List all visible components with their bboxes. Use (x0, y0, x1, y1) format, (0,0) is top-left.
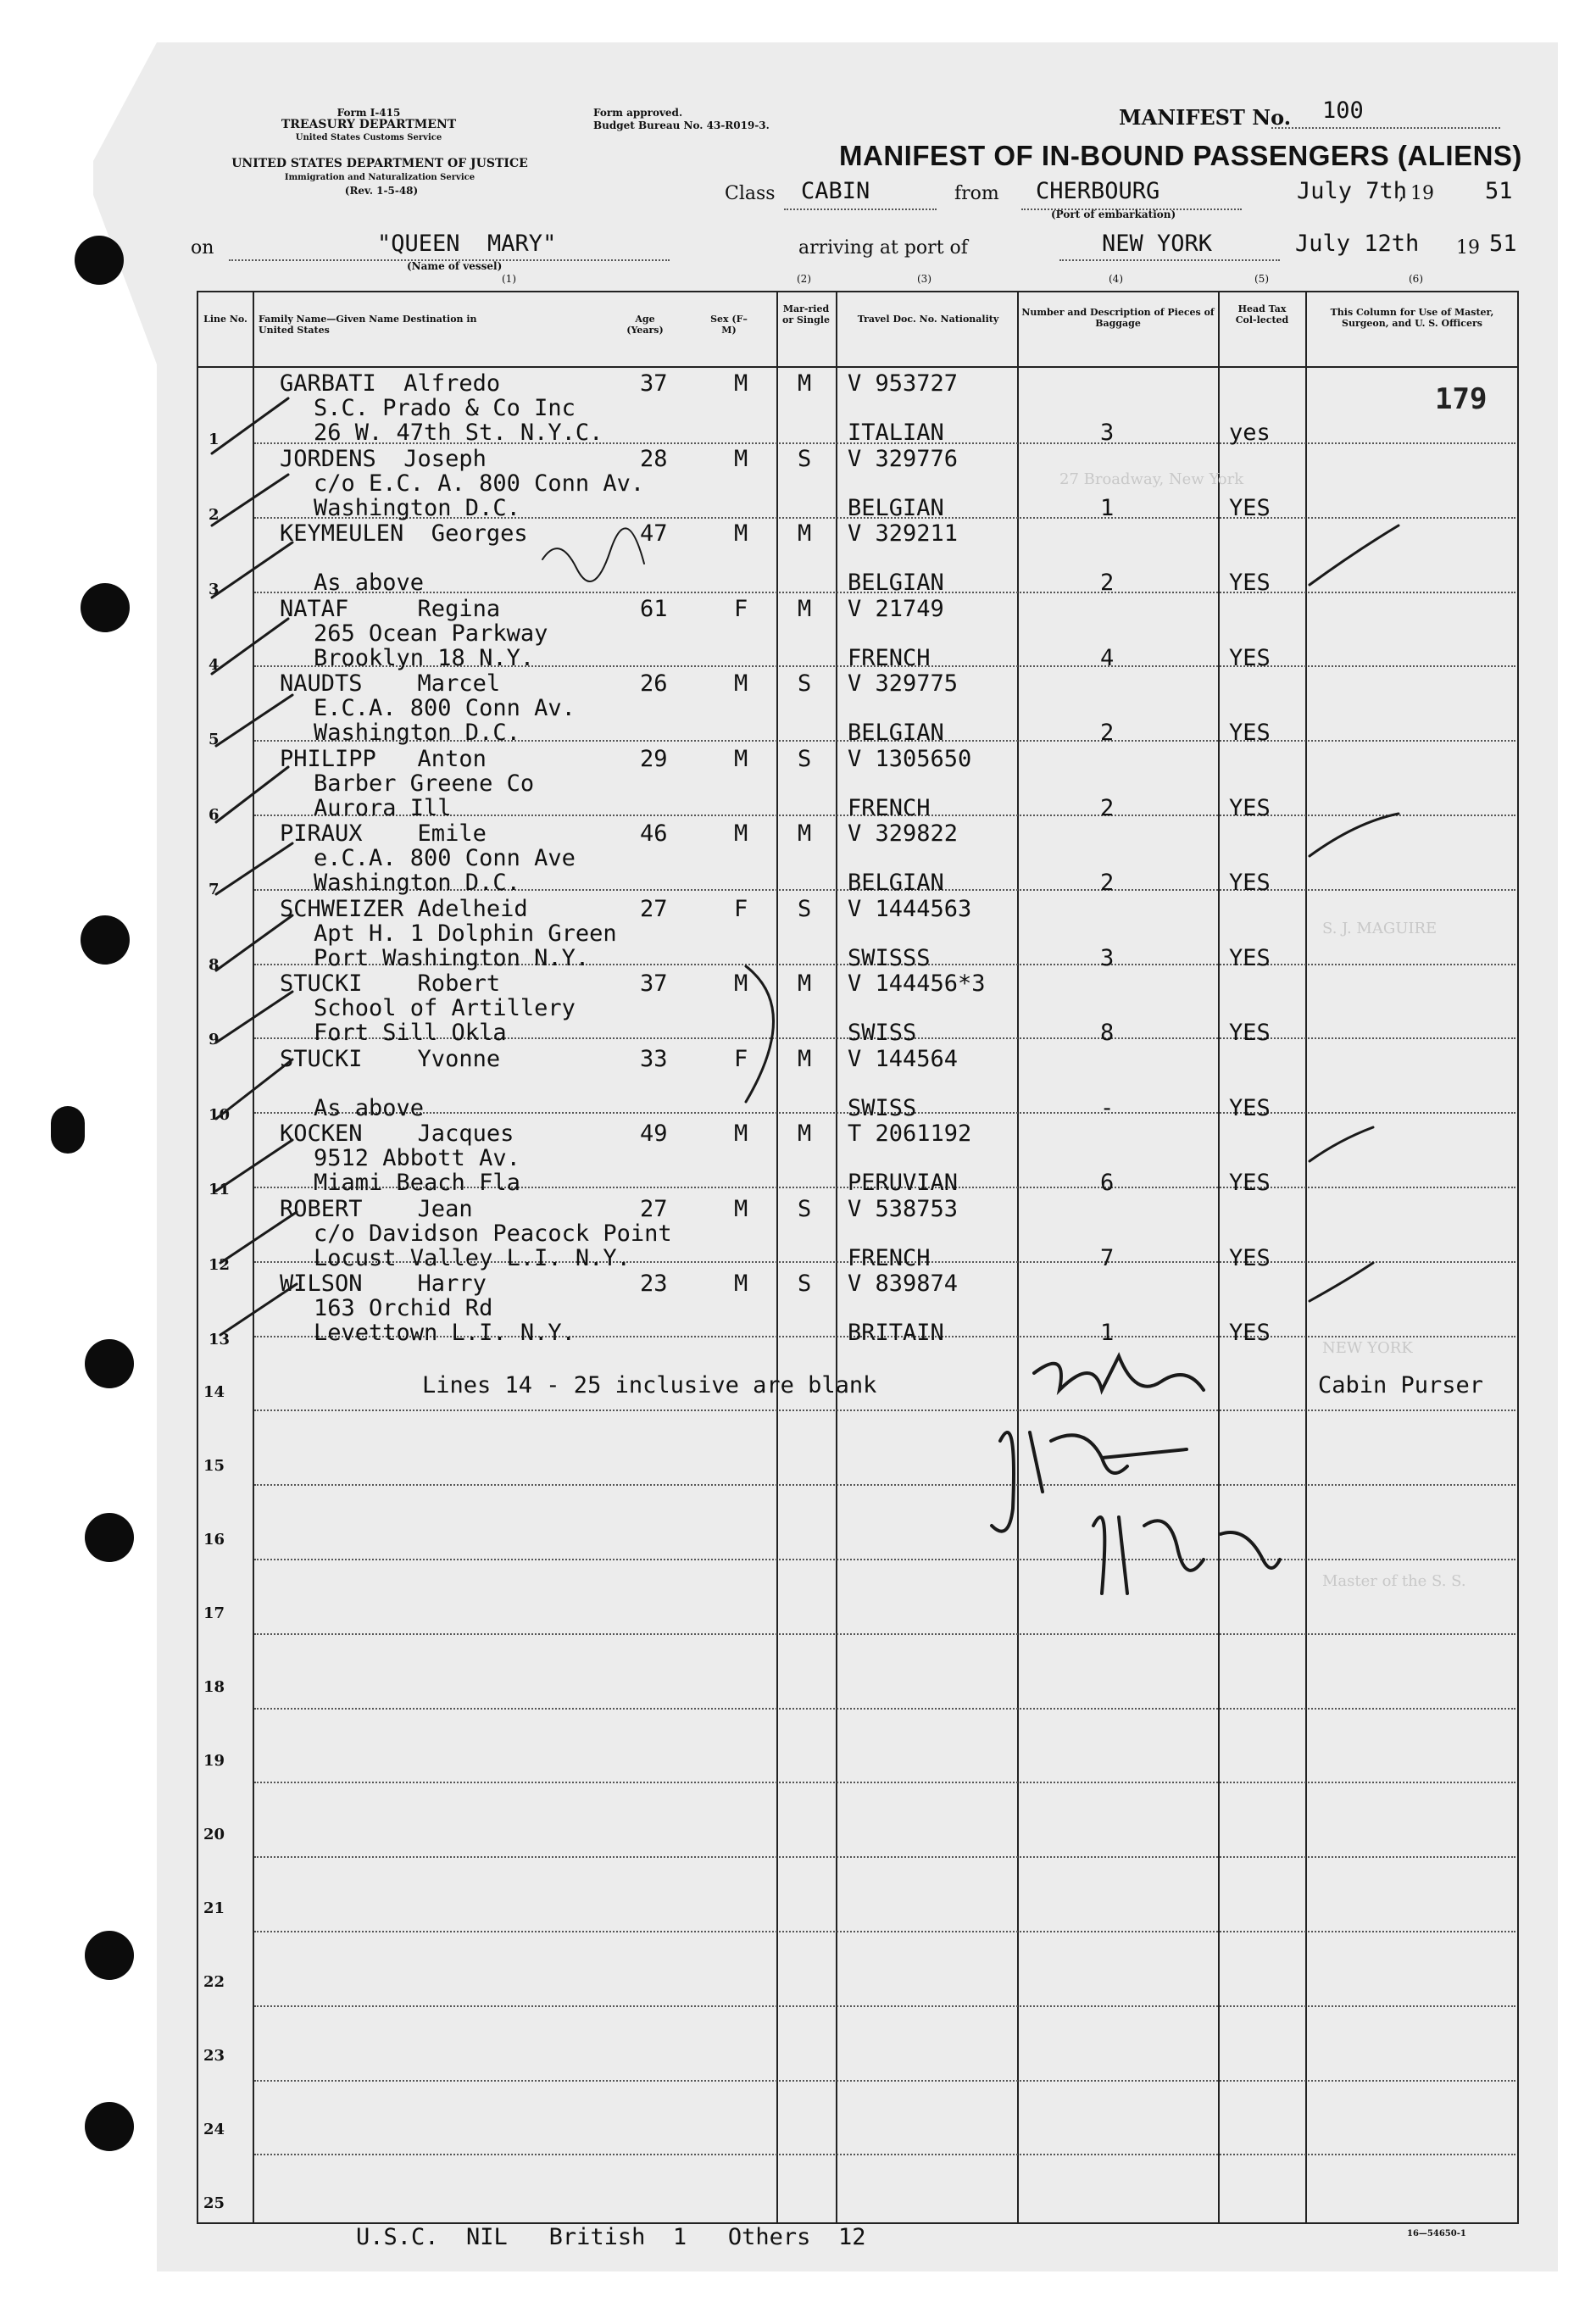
nationality: FRENCH (848, 1244, 931, 1271)
destination-line-2: Levettown L.I. N.Y. (314, 1320, 576, 1346)
class-label: Class (725, 183, 776, 204)
baggage-count: 7 (1100, 1244, 1115, 1271)
destination-line-1: School of Artillery (314, 995, 576, 1021)
sex: M (734, 1271, 748, 1297)
officer-check (1310, 814, 1399, 856)
travel-doc-no: V 538753 (848, 1195, 959, 1222)
age: 33 (640, 1045, 668, 1072)
destination-line-2: As above (314, 570, 425, 596)
travel-doc-no: V 839874 (848, 1271, 959, 1297)
manifest-number: 100 (1322, 97, 1364, 124)
nationality: BRITAIN (848, 1320, 944, 1346)
check-mark (212, 542, 292, 598)
line-number: 6 (209, 805, 220, 824)
blank-line-number: 19 (203, 1752, 225, 1770)
blank-line-number: 20 (203, 1826, 225, 1843)
destination-line-1: c/o Davidson Peacock Point (314, 1220, 672, 1247)
check-mark (216, 843, 292, 894)
officer-stamp-179 (1435, 382, 1487, 416)
head-tax: YES (1229, 1320, 1271, 1346)
on-label: on (191, 237, 214, 259)
page-title: MANIFEST OF IN-BOUND PASSENGERS (ALIENS) (839, 140, 1522, 171)
baggage-count: 2 (1100, 570, 1115, 596)
destination-line-2: Port Washington N.Y. (314, 944, 590, 971)
line-number: 7 (209, 881, 220, 898)
marital-status: M (798, 520, 812, 547)
line-number: 1 (209, 431, 220, 448)
baggage-count: 3 (1100, 420, 1115, 446)
head-tax: YES (1229, 1170, 1271, 1196)
class-value: CABIN (801, 178, 870, 204)
marital-status: M (798, 370, 812, 397)
nationality: FRENCH (848, 794, 931, 821)
marital-status: M (798, 970, 812, 997)
purser-title: Cabin Purser (1318, 1372, 1484, 1398)
line-number: 5 (209, 731, 220, 748)
line-number: 11 (209, 1181, 231, 1198)
age: 27 (640, 895, 668, 922)
check-mark (216, 767, 288, 822)
baggage-count: 2 (1100, 870, 1115, 896)
passenger-name: KOCKEN Jacques (280, 1120, 514, 1147)
col-header-baggage: Number and Description of Pieces of Baggage (1021, 307, 1215, 329)
marital-status: S (798, 745, 812, 772)
travel-doc-no: V 144456*3 (848, 970, 986, 997)
destination-line-2: Fort Sill Okla (314, 1020, 507, 1046)
col-header-officers: This Column for Use of Master, Surgeon, and U. S. Officers (1330, 307, 1494, 329)
nationality: SWISS (848, 1094, 917, 1121)
destination-line-1: 265 Ocean Parkway (314, 620, 548, 647)
nationality: ITALIAN (848, 420, 944, 446)
head-tax: YES (1229, 1244, 1271, 1271)
travel-doc-no: V 1444563 (848, 895, 972, 922)
age: 27 (640, 1195, 668, 1222)
arrival-year: 51 (1489, 231, 1517, 257)
sex: M (734, 370, 748, 397)
destination-line-1: 163 Orchid Rd (314, 1295, 493, 1321)
form-approved: Form approved. (593, 107, 683, 119)
sex: M (734, 820, 748, 847)
officer-check (1310, 1263, 1373, 1301)
treasury-department: TREASURY DEPARTMENT (281, 118, 457, 131)
travel-doc-no: V 329822 (848, 820, 959, 847)
check-mark (216, 915, 292, 970)
officer-check (1310, 525, 1399, 585)
col-number-6: (6) (1409, 273, 1423, 285)
destination-line-2: As above (314, 1094, 425, 1121)
show-through-text: NEW YORK (1322, 1339, 1413, 1357)
age: 29 (640, 745, 668, 772)
col-number-5: (5) (1254, 273, 1269, 285)
passenger-name: STUCKI Robert (280, 970, 501, 997)
passenger-name: WILSON Harry (280, 1271, 487, 1297)
destination-line-1: c/o E.C. A. 800 Conn Av. (314, 470, 645, 497)
destination-line-2: Miami Beach Fla (314, 1170, 520, 1196)
travel-doc-no: V 21749 (848, 595, 944, 622)
sex: F (734, 1045, 748, 1072)
sex: M (734, 445, 748, 472)
signature-initials (1093, 1517, 1280, 1593)
check-mark (216, 1140, 292, 1191)
department-of-justice: UNITED STATES DEPARTMENT OF JUSTICE (231, 157, 528, 170)
passenger-name: PHILIPP Anton (280, 745, 487, 772)
baggage-count: 3 (1100, 944, 1115, 971)
manifest-number-label: MANIFEST No. (1119, 105, 1292, 130)
year-prefix-1: , 19 (1399, 183, 1434, 204)
sex: M (734, 1120, 748, 1147)
vessel-caption: (Name of vessel) (407, 260, 503, 272)
marital-status: S (798, 895, 812, 922)
age: 37 (640, 970, 668, 997)
nationality: SWISSS (848, 944, 931, 971)
passenger-name: NAUDTS Marcel (280, 670, 501, 697)
officer-check (1310, 1127, 1373, 1161)
arrival-date: July 12th (1295, 231, 1420, 257)
col-number-1: (1) (502, 273, 516, 285)
blank-lines-note: Lines 14 - 25 inclusive are blank (422, 1372, 877, 1398)
destination-line-1: e.C.A. 800 Conn Ave (314, 845, 576, 871)
travel-doc-no: V 329211 (848, 520, 959, 547)
customs-service: United States Customs Service (295, 133, 442, 142)
svg-text:179: 179 (1435, 382, 1488, 416)
destination-line-1: Apt H. 1 Dolphin Green (314, 920, 617, 947)
passenger-name: NATAF Regina (280, 595, 501, 622)
travel-doc-no: V 953727 (848, 370, 959, 397)
col-number-2: (2) (797, 273, 811, 285)
nationality: FRENCH (848, 644, 931, 671)
line-number: 8 (209, 955, 220, 974)
age: 28 (640, 445, 668, 472)
age: 61 (640, 595, 668, 622)
passenger-name: KEYMEULEN Georges (280, 520, 528, 547)
check-mark (216, 992, 292, 1043)
line-number: 12 (209, 1255, 231, 1274)
departure-year: 51 (1485, 178, 1513, 204)
age: 23 (640, 1271, 668, 1297)
sex: M (734, 970, 748, 997)
arriving-label: arriving at port of (798, 237, 968, 259)
col-header-sex: Sex (F–M) (710, 314, 748, 336)
travel-doc-no: V 144564 (848, 1045, 959, 1072)
sex: M (734, 520, 748, 547)
age: 37 (640, 370, 668, 397)
embarkation-caption: (Port of embarkation) (1051, 209, 1176, 220)
age: 46 (640, 820, 668, 847)
marital-status: S (798, 670, 812, 697)
check-mark (212, 398, 288, 453)
from-value: CHERBOURG (1036, 178, 1160, 204)
print-code: 16—54650-1 (1407, 2229, 1466, 2238)
passenger-name: GARBATI Alfredo (280, 370, 501, 397)
marital-status: M (798, 1120, 812, 1147)
baggage-count: 1 (1100, 494, 1115, 521)
passenger-name: PIRAUX Emile (280, 820, 487, 847)
nationality: BELGIAN (848, 720, 944, 746)
head-tax: YES (1229, 644, 1271, 671)
head-tax: YES (1229, 570, 1271, 596)
col-header-age: Age (Years) (626, 314, 664, 336)
head-tax: yes (1229, 420, 1271, 446)
destination-line-2: Brooklyn 18 N.Y. (314, 644, 535, 671)
marital-status: M (798, 820, 812, 847)
col-header-head-tax: Head Tax Col-lected (1235, 303, 1289, 325)
blank-line-number: 25 (203, 2194, 225, 2212)
marital-status: S (798, 1271, 812, 1297)
sex: M (734, 670, 748, 697)
col-header-line: Line No. (203, 314, 247, 325)
baggage-count: 8 (1100, 1020, 1115, 1046)
marital-status: S (798, 1195, 812, 1222)
travel-doc-no: V 329776 (848, 445, 959, 472)
col-header-name: Family Name—Given Name Destination in United States (259, 314, 477, 336)
destination-line-1: S.C. Prado & Co Inc (314, 395, 576, 421)
age: 26 (640, 670, 668, 697)
blank-line-number: 24 (203, 2121, 225, 2138)
sex: M (734, 745, 748, 772)
check-mark (220, 1212, 297, 1263)
destination-line-1: Barber Greene Co (314, 770, 535, 797)
passenger-name: JORDENS Joseph (280, 445, 487, 472)
check-mark (220, 1284, 297, 1335)
head-tax: YES (1229, 494, 1271, 521)
destination-line-2: 26 W. 47th St. N.Y.C. (314, 420, 603, 446)
baggage-count: 1 (1100, 1320, 1115, 1346)
form-number: Form I-415 (336, 107, 401, 119)
totals-summary: U.S.C. NIL British 1 Others 12 (356, 2224, 866, 2250)
age: 49 (640, 1120, 668, 1147)
arrival-port: NEW YORK (1102, 231, 1213, 257)
line-number: 10 (209, 1105, 231, 1124)
head-tax: YES (1229, 944, 1271, 971)
col-header-travel-doc: Travel Doc. No. Nationality (857, 314, 999, 325)
blank-line-number: 21 (203, 1899, 225, 1917)
marital-status: M (798, 1045, 812, 1072)
nationality: PERUVIAN (848, 1170, 959, 1196)
travel-doc-no: V 329775 (848, 670, 959, 697)
marital-status: M (798, 595, 812, 622)
check-mark (212, 475, 288, 525)
budget-bureau: Budget Bureau No. 43-R019-3. (593, 120, 770, 131)
line-number: 13 (209, 1331, 231, 1348)
blank-line-number: 15 (203, 1457, 225, 1475)
blank-line-number: 18 (203, 1678, 225, 1696)
vessel-name: "QUEEN MARY" (377, 231, 557, 257)
year-prefix-2: 19 (1456, 237, 1480, 259)
scribble (542, 528, 644, 581)
destination-line-2: Locust Valley L.I. N.Y. (314, 1244, 631, 1271)
head-tax: YES (1229, 720, 1271, 746)
blank-line-number: 22 (203, 1973, 225, 1991)
destination-line-1: E.C.A. 800 Conn Av. (314, 695, 576, 721)
nationality: BELGIAN (848, 870, 944, 896)
departure-date: July 7th (1297, 178, 1408, 204)
sex: F (734, 895, 748, 922)
line-number: 3 (209, 581, 220, 598)
blank-line-number: 17 (203, 1604, 225, 1622)
baggage-count: 2 (1100, 794, 1115, 821)
line-number: 9 (209, 1031, 220, 1048)
col-header-married: Mar-ried or Single (782, 303, 830, 325)
from-label: from (954, 183, 999, 204)
blank-line-number: 16 (203, 1531, 225, 1549)
signature-purser (1034, 1356, 1204, 1390)
nationality: BELGIAN (848, 570, 944, 596)
nationality: SWISS (848, 1020, 917, 1046)
check-mark (212, 619, 288, 674)
baggage-count: 2 (1100, 720, 1115, 746)
head-tax: YES (1229, 1020, 1271, 1046)
head-tax: YES (1229, 1094, 1271, 1121)
nationality: BELGIAN (848, 494, 944, 521)
line-number: 4 (209, 655, 220, 674)
baggage-count: 4 (1100, 644, 1115, 671)
passenger-name: SCHWEIZER Adelheid (280, 895, 528, 922)
age: 47 (640, 520, 668, 547)
show-through-text: Master of the S. S. (1322, 1572, 1466, 1590)
destination-line-2: Washington D.C. (314, 494, 520, 521)
blank-line-number: 14 (203, 1383, 225, 1401)
check-mark (216, 1059, 292, 1119)
col-number-3: (3) (917, 273, 931, 285)
signature-officer (992, 1432, 1187, 1532)
sex: M (734, 1195, 748, 1222)
marital-status: S (798, 445, 812, 472)
destination-line-2: Aurora Ill (314, 794, 452, 821)
destination-line-2: Washington D.C. (314, 870, 520, 896)
sex: F (734, 595, 748, 622)
baggage-count: 6 (1100, 1170, 1115, 1196)
revision: (Rev. 1-5-48) (344, 185, 419, 197)
blank-line-number: 23 (203, 2047, 225, 2065)
baggage-count: - (1100, 1094, 1115, 1121)
col-number-4: (4) (1109, 273, 1123, 285)
bracket-mark (746, 966, 774, 1102)
destination-line-1: 9512 Abbott Av. (314, 1145, 520, 1171)
destination-line-2: Washington D.C. (314, 720, 520, 746)
travel-doc-no: V 1305650 (848, 745, 972, 772)
line-number: 2 (209, 505, 220, 524)
head-tax: YES (1229, 870, 1271, 896)
show-through-text: 27 Broadway, New York (1059, 470, 1244, 488)
ins-service: Immigration and Naturalization Service (284, 173, 475, 182)
check-mark (216, 695, 292, 746)
travel-doc-no: T 2061192 (848, 1120, 972, 1147)
passenger-name: ROBERT Jean (280, 1195, 473, 1222)
head-tax: YES (1229, 794, 1271, 821)
show-through-text: S. J. MAGUIRE (1322, 920, 1438, 937)
passenger-name: STUCKI Yvonne (280, 1045, 501, 1072)
